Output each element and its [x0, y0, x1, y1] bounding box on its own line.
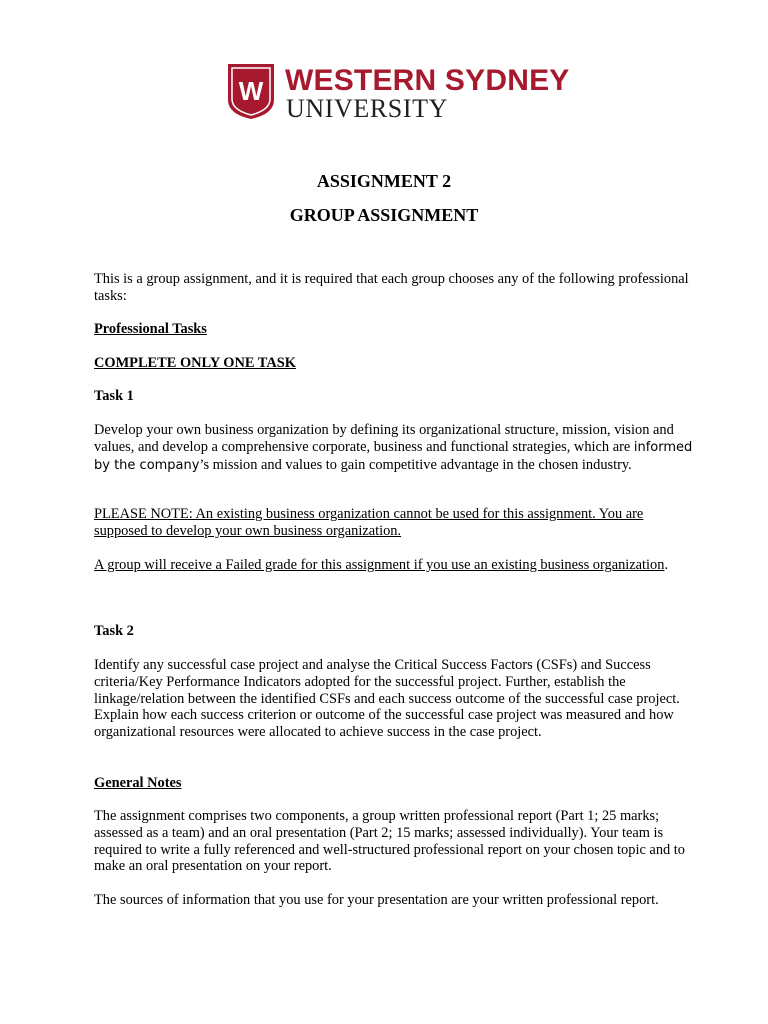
shield-icon	[228, 64, 274, 119]
general-notes-paragraph-1: The assignment comprises two components, a group written professional report (Part 1; 25 marks; assessed as a team) and an oral presentation (Part 2; 15 marks; assessed individually). Your team is required to write a fully referenced and well-structured professional report on your chosen topic and to make an oral presentation on your report.	[94, 808, 685, 875]
task1-text-end: ’s mission and values to gain competitive advantage in the chosen industry.	[199, 456, 632, 473]
task1-note: PLEASE NOTE: An existing business organization cannot be used for this assignment. You are supposed to develop your own business organization.	[94, 506, 644, 539]
logo-name-line2: UNIVERSITY	[286, 94, 448, 123]
task2-description: Identify any successful case project and analyse the Critical Success Factors (CSFs) and Success criteria/Key Performance Indicators adopted for the successful project. Further, establish the linkage/relation between the identified CSFs and each success outcome of the successful case project. Explain how each success criterion or outcome of the successful case project was measured and how organizational resources were allocated to achieve success in the case project.	[94, 657, 680, 741]
general-notes-heading: General Notes	[94, 775, 182, 791]
task1-warning-period: .	[664, 557, 669, 573]
task1-warning	[94, 557, 694, 574]
assignment-title: ASSIGNMENT 2	[316, 171, 452, 191]
task2-heading: Task 2	[94, 623, 134, 639]
logo-name-line1: WESTERN SYDNEY	[285, 64, 570, 97]
svg-text:W: W	[238, 76, 264, 106]
professional-tasks-heading: Professional Tasks	[94, 321, 207, 337]
task1-description	[94, 422, 694, 474]
complete-only-one-task: COMPLETE ONLY ONE TASK	[94, 355, 296, 371]
group-assignment-title: GROUP ASSIGNMENT	[289, 205, 479, 225]
task1-warning-text: A group will receive a Failed grade for this assignment if you use an existing business organization	[94, 557, 665, 573]
task1-text-informed: informed by the company	[94, 439, 693, 473]
university-logo	[228, 64, 588, 124]
intro-paragraph: This is a group assignment, and it is required that each group chooses any of the following professional tasks:	[94, 271, 689, 304]
general-notes-paragraph-2: The sources of information that you use for your presentation are your written professional report.	[94, 892, 659, 908]
task1-text-start: Develop your own business organization by defining its organizational structure, mission, vision and values, and develop a comprehensive corporate, business and functional strategies, which are	[94, 422, 674, 455]
task1-heading: Task 1	[94, 388, 134, 404]
